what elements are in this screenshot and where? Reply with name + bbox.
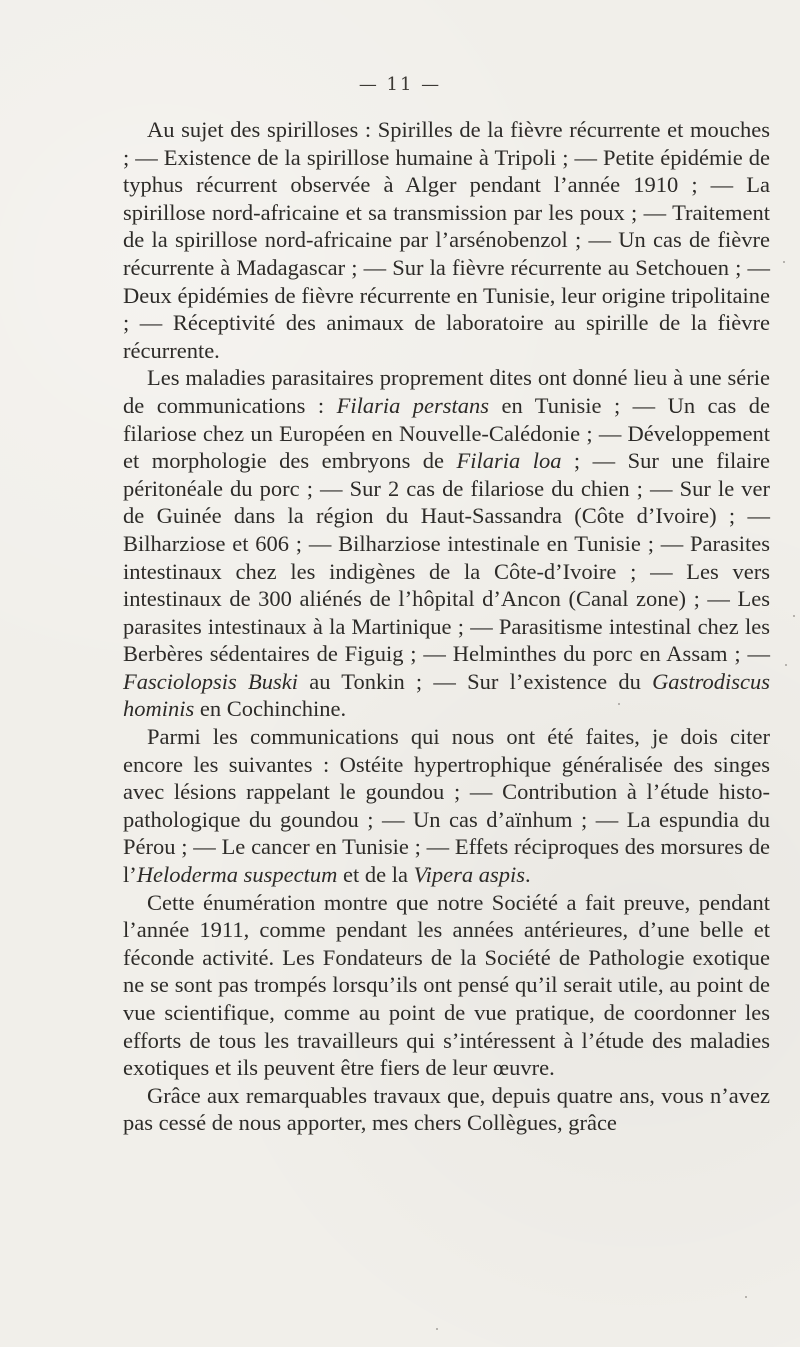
italic-term: Filaria perstans bbox=[336, 392, 490, 418]
paragraph-society-activity bbox=[123, 889, 770, 1082]
text-run: Cette énumération montre que notre Société a fait preuve, pendant l’année 1911, comme pendant les années antérieures, d’une belle et féconde activité. Les Fondateurs de la Société de Pathologie exotique ne se sont pas trompés lorsqu’ils ont pensé qu’il serait utile, au point de vue scientifique, comme au point de vue pratique, de coordonner les efforts de tous les travailleurs qui s’intéressent à l’étude des maladies exotiques et ils peuvent être fiers de leur œuvre. bbox=[123, 889, 770, 1081]
text-run: Les maladies parasitaires proprement dites ont donné lieu à une série de communications : bbox=[123, 365, 770, 418]
page-number: — 11 — bbox=[358, 74, 442, 95]
text-run: . bbox=[525, 862, 531, 888]
italic-term: Filaria loa bbox=[456, 448, 562, 474]
text-run: en Cochinchine. bbox=[194, 696, 347, 722]
text-run: Parmi les communications qui nous ont été faites, je dois citer encore les suivantes : Ostéite hypertrophique généralisée des singes avec lésions rappelant le goundou ; — Contribution à l’étude histo-pathologique du goundou ; — Un cas d’aïnhum ; — La espundia du Pérou ; — Le cancer en Tunisie ; — Effets réciproques des morsures de l’ bbox=[123, 724, 770, 888]
text-run: au Tonkin ; — Sur l’existence du bbox=[297, 668, 653, 694]
text-run: Au sujet des spirilloses : Spirilles de la fièvre récurrente et mouches ; — Existence de la spirillose humaine à Tripoli ; — Petite épidémie de typhus récurrent observée à Alger pendant l’année 1910 ; — La spirillose nord-africaine et sa transmission par les poux ; — Traitement de la spirillose nord-africaine par l’arsénobenzol ; — Un cas de fièvre récurrente à Madagascar ; — Sur la fièvre récurrente au Setchouen ; — Deux épidémies de fièvre récurrente en Tunisie, leur origine tripolitaine ; — Réceptivité des animaux de laboratoire au spirille de la fièvre récurrente. bbox=[123, 117, 770, 363]
paper-speck bbox=[783, 261, 785, 263]
document-body bbox=[123, 116, 770, 1137]
text-run: et de la bbox=[337, 862, 414, 888]
paper-speck bbox=[618, 703, 620, 705]
paper-speck bbox=[793, 615, 795, 617]
paper-speck bbox=[745, 1296, 747, 1298]
text-run: ; — Sur une filaire péritonéale du porc ; — Sur 2 cas de filariose du chien ; — Sur le ver de Guinée dans la région du Haut-Sassandra (Côte d’Ivoire) ; — Bilharziose et 606 ; — Bilharziose intestinale en Tunisie ; — Parasites intestinaux chez les indigènes de la Côte-d’Ivoire ; — Les vers intestinaux de 300 aliénés de l’hôpital d’Ancon (Canal zone) ; — Les parasites intestinaux à la Martinique ; — Parasitisme intestinal chez les Berbères sédentaires de Figuig ; — Helminthes du porc en Assam ; — bbox=[123, 448, 770, 667]
italic-term: Gastrodiscus hominis bbox=[123, 668, 770, 722]
paragraph-closing-fragment bbox=[123, 1082, 770, 1137]
paragraph-parasitic-diseases bbox=[123, 364, 770, 723]
paper-speck bbox=[785, 664, 787, 666]
paragraph-spirilloses bbox=[123, 116, 770, 364]
paragraph-other-communications bbox=[123, 723, 770, 889]
italic-term: Heloderma suspectum bbox=[136, 862, 338, 888]
text-run: Grâce aux remarquables travaux que, depuis quatre ans, vous n’avez pas cessé de nous apporter, mes chers Collègues, grâce bbox=[123, 1082, 770, 1136]
page-header bbox=[0, 74, 800, 95]
text-run: en Tunisie ; — Un cas de filariose chez un Européen en Nouvelle-Calédonie ; — Développement et morphologie des embryons de bbox=[123, 392, 770, 474]
paper-speck bbox=[436, 1328, 438, 1330]
italic-term: Fasciolopsis Buski bbox=[123, 668, 298, 694]
italic-term: Vipera aspis bbox=[413, 862, 526, 888]
